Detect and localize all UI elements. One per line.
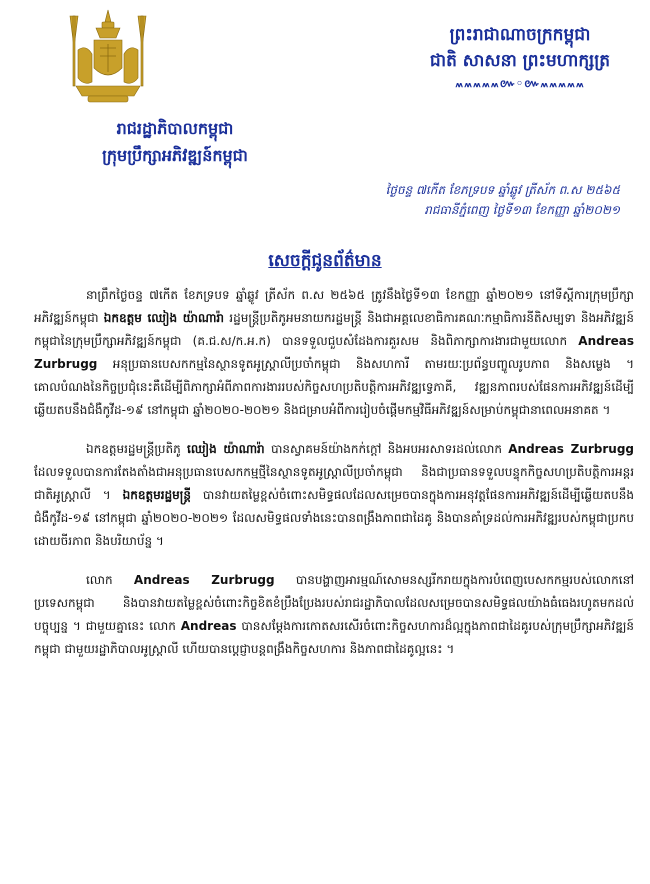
guest-name: Andreas Zurbrugg: [34, 334, 634, 371]
kingdom-header: [400, 22, 640, 91]
council-name: ក្រុមប្រឹក្សាអភិវឌ្ឍន៍កម្ពុជា: [102, 146, 248, 165]
government-name: រាជរដ្ឋាភិបាលកម្ពុជា: [116, 119, 234, 138]
kingdom-name: ព្រះរាជាណាចក្រកម្ពុជា: [449, 25, 591, 45]
text-span: នាព្រឹកថ្ងៃចន្ទ ៧កើត ខែភទ្របទ ឆ្នាំឆ្លូវ ត្រីស័ក ព.ស ២៥៦៥ ត្រូវនឹងថ្ងៃទី១៣ ខែកញ្ញា ឆ្នាំ២០២១ នៅទីស្តីការក្រុមប្រឹក្សាអភិវឌ្ឍន៍កម្ពុជា: [34, 288, 634, 325]
lunar-date: ថ្ងៃចន្ទ ៧កើត ខែភទ្របទ ឆ្នាំឆ្លូវ ត្រីស័ក ព.ស ២៥៦៥: [385, 183, 620, 197]
text-span: ដែលទទួលបានការតែងតាំងជាអនុប្រធានបេសកកម្មថ្មីនៃស្ថានទូតអូស្ត្រាលីប្រចាំកម្ពុជា និងជាប្រធានទទួលបន្ទុកកិច្ចសហប្រតិបត្តិការអន្តរជាតិអូស្ត្រាលី ។: [34, 465, 634, 502]
paragraph-1: [34, 284, 634, 422]
paragraph-2: [34, 438, 634, 553]
text-span: ឯកឧត្តមរដ្ឋមន្ត្រីប្រតិភូ: [86, 442, 188, 456]
text-span: លោក: [86, 573, 134, 587]
text-span: រដ្ឋមន្ត្រីប្រតិភូអមនាយករដ្ឋមន្ត្រី និងជាអគ្គលេខាធិការគណៈកម្មាធិការនីតិសម្បទា និងអភិវឌ្ឍន៍កម្ពុជានៃក្រុមប្រឹក្សាអភិវឌ្ឍន៍កម្ពុជា (គ.ជ.ស/ក.អ.ក) បានទទួលជួបសំដែងការគួរសម និងពិភាក្សាការងារជាមួយលោក: [34, 311, 634, 348]
minister-title: ឯកឧត្តមរដ្ឋមន្ត្រី: [122, 488, 191, 502]
royal-emblem-icon: [62, 8, 154, 106]
solar-date: រាជធានីភ្នំពេញ ថ្ងៃទី១៣ ខែកញ្ញា ឆ្នាំ២០២១: [424, 203, 620, 217]
guest-name: Andreas Zurbrugg: [133, 573, 275, 587]
text-span: បានស្វាគមន៍យ៉ាងកក់ក្តៅ និងអបអរសាទរដល់លោក: [264, 442, 509, 456]
minister-name: ឈៀង យ៉ាណារ៉ា: [187, 442, 265, 456]
ornament-divider: ៳៳៳៳៳៚◦៚៳៳៳៳៳: [455, 77, 585, 90]
guest-name: Andreas Zurbrugg: [508, 442, 634, 456]
minister-name: ឯកឧត្តម ឈៀង យ៉ាណារ៉ា: [103, 311, 225, 325]
national-motto: ជាតិ សាសនា ព្រះមហាក្សត្រ: [429, 51, 611, 71]
document-title: សេចក្តីជូនព័ត៌មាន: [268, 251, 382, 271]
text-span: បានវាយតម្លៃខ្ពស់ចំពោះសមិទ្ធផលដែលសម្រេចបានក្នុងការអនុវត្តផែនការអភិវឌ្ឍន៍ដើម្បីឆ្លើយតបនឹងជំងឺកូវីដ-១៩ នៅកម្ពុជា ឆ្នាំ២០២០-២០២១ ដែលសមិទ្ធផលទាំងនេះបានពង្រឹងភាពជាដៃគូ និងបានគាំទ្រដល់ការអភិវឌ្ឍរបស់កម្ពុជាប្រកបដោយចីរភាព និងបរិយាប័ន្ន ។: [34, 488, 634, 548]
text-span: អនុប្រធានបេសកកម្មនៃស្ថានទូតអូស្ត្រាលីប្រចាំកម្ពុជា និងសហការី តាមរយៈប្រព័ន្ធបញ្ចូលរូបភាព និងសម្លេង ។ គោលបំណងនៃកិច្ចប្រជុំនេះគឺដើម្បីពិភាក្សាអំពីភាពការងាររបស់កិច្ចសហប្រតិបត្តិការអភិវឌ្ឍទ្វេភាគី, វឌ្ឍនភាពរបស់ផែនការអភិវឌ្ឍន៍ដើម្បីឆ្លើយតបនឹងជំងឺកូវីដ-១៩ នៅកម្ពុជា ឆ្នាំ២០២០-២០២១ និងជម្រាបអំពីការរៀបចំផ្តើមកម្មវិធីអភិវឌ្ឍន៍សម្រាប់កម្ពុជានាពេលអនាគត ។: [34, 357, 634, 417]
date-block: [386, 180, 620, 220]
text-span: បានសម្តែងការកោតសរសើរចំពោះកិច្ចសហការដ៏ល្អក្នុងភាពជាដៃគូរបស់ក្រុមប្រឹក្សាអភិវឌ្ឍន៍កម្ពុជា ជាមួយរដ្ឋាភិបាលអូស្ត្រាលី ហើយបានប្តេជ្ញាបន្តពង្រឹងកិច្ចសហការ និងភាពជាដៃគូល្អនេះ ។: [34, 619, 635, 656]
guest-name: Andreas: [180, 619, 237, 633]
text-span: បានបង្ហាញអារម្មណ៍សោមនស្សរីករាយក្នុងការបំពេញបេសកកម្មរបស់លោកនៅប្រទេសកម្ពុជា និងបានវាយតម្លៃខ្ពស់ចំពោះកិច្ចខិតខំប្រឹងប្រែងរបស់រាជរដ្ឋាភិបាលដែលសម្រេចបានសមិទ្ធផលយ៉ាងធំធេងរហូតមកដល់បច្ចុប្បន្ន ។ ជាមួយគ្នានេះ លោក: [34, 573, 635, 633]
paragraph-3: [34, 569, 634, 661]
document-body: [34, 284, 634, 677]
issuer-block: [80, 116, 270, 170]
